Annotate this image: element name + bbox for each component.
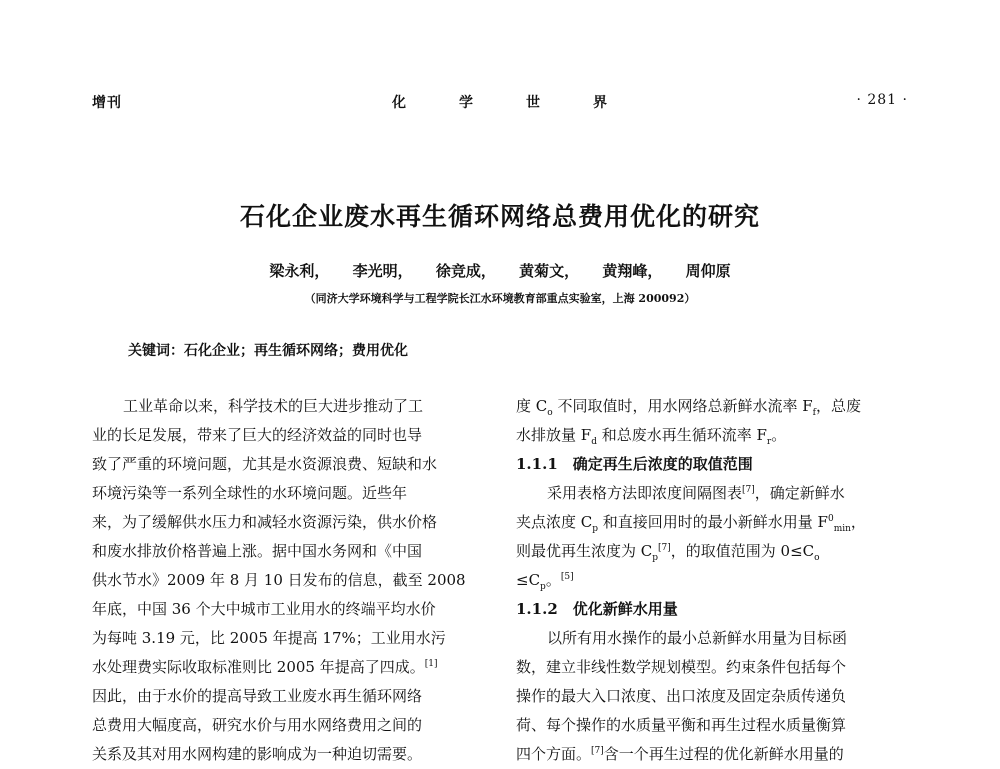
body-text: 度 C (516, 397, 548, 415)
body-text: ，的取值范围为 0≤C (670, 542, 815, 560)
body-text: 夹点浓度 C (516, 513, 593, 531)
author: 梁永利， (269, 262, 330, 280)
body-line: 供水节水》2009 年 8 月 10 日发布的信息，截至 2008 (92, 571, 466, 589)
body-line: 操作的最大入口浓度、出口浓度及固定杂质传递负 (516, 687, 847, 705)
citation: [7] (742, 485, 755, 495)
body-line: 业的长足发展，带来了巨大的经济效益的同时也导 (92, 426, 423, 444)
author: 李光明， (352, 262, 413, 280)
body-text: 则最优再生浓度为 C (516, 542, 653, 560)
body-line (516, 479, 911, 508)
body-line (516, 537, 911, 566)
body-text: ≤C (516, 571, 541, 589)
subscript: p (592, 524, 599, 534)
body-text: ，总废 (815, 397, 861, 415)
journal-name-char: 界 (593, 95, 608, 111)
subscript: r (766, 437, 772, 447)
section-heading: 1.1.2 优化新鲜水用量 (516, 600, 678, 618)
subscript: o (814, 553, 820, 563)
journal-name-char: 学 (459, 95, 474, 111)
body-text: 和直接回用时的最小新鲜水用量 F (598, 513, 828, 531)
page-number: · 281 · (856, 92, 908, 108)
subscript: p (540, 582, 546, 592)
body-line (516, 740, 911, 769)
body-line: 为每吨 3.19 元，比 2005 年提高 17%；工业用水污 (92, 629, 446, 647)
body-line: 以所有用水操作的最小总新鲜水用量为目标函 (547, 629, 848, 647)
body-text: 和总废水再生循环流率 F (596, 426, 767, 444)
body-line: 荷、每个操作的水质量平衡和再生过程水质量衡算 (516, 716, 847, 734)
body-line (516, 421, 911, 450)
journal-name-char: 化 (392, 95, 407, 111)
body-line: 总费用大幅度高，研究水价与用水网络费用之间的 (92, 716, 423, 734)
body-text: 水处理费实际收取标准则比 2005 年提高了四成。 (92, 658, 425, 676)
section-heading: 1.1.1 确定再生后浓度的取值范围 (516, 455, 753, 473)
body-text: ， (850, 513, 866, 531)
body-line: 来，为了缓解供水压力和减轻水资源污染，供水价格 (92, 513, 438, 531)
author: 徐竞成， (435, 262, 496, 280)
body-line: 和废水排放价格普遍上涨。据中国水务网和《中国 (92, 542, 423, 560)
body-text: 不同取值时，用水网络总新鲜水流率 F (552, 397, 813, 415)
subscript: min (833, 524, 851, 534)
author: 黄翔峰， (602, 262, 663, 280)
body-line: 因此，由于水价的提高导致工业废水再生循环网络 (92, 687, 423, 705)
author: 周仰原 (685, 262, 731, 280)
body-line (516, 508, 911, 537)
subscript: d (591, 437, 597, 447)
author: 黄菊文， (519, 262, 580, 280)
body-text: 采用表格方法即浓度间隔图表 (547, 484, 743, 502)
journal-name-char: 世 (526, 95, 541, 111)
citation: [5] (560, 572, 574, 582)
paper-title: 石化企业废水再生循环网络总费用优化的研究 (239, 202, 760, 231)
running-header-left: 增刊 (92, 95, 122, 111)
body-line (516, 392, 911, 421)
subscript: f (812, 408, 816, 418)
body-line: 数，建立非线性数学规划模型。约束条件包括每个 (516, 658, 847, 676)
citation: [7] (591, 746, 604, 756)
body-line: 工业革命以来，科学技术的巨大进步推动了工 (123, 397, 424, 415)
body-text: 。 (771, 426, 787, 444)
right-column (516, 392, 911, 769)
body-line: 年底，中国 36 个大中城市工业用水的终端平均水价 (92, 600, 436, 618)
left-column (92, 392, 490, 769)
body-line: 环境污染等一系列全球性的水环境问题。近些年 (92, 484, 408, 502)
body-text: 含一个再生过程的优化新鲜水用量的 (603, 745, 844, 763)
body-text: 水排放量 F (516, 426, 592, 444)
author-list (0, 260, 1000, 281)
body-text: 。 (545, 571, 561, 589)
citation: [7] (658, 543, 671, 553)
body-line: 致了严重的环境问题，尤其是水资源浪费、短缺和水 (92, 455, 438, 473)
subscript: p (652, 553, 659, 563)
body-line (516, 566, 911, 595)
journal-name (0, 92, 1000, 112)
body-text: ，确定新鲜水 (754, 484, 845, 502)
body-line: 关系及其对用水网构建的影响成为一种迫切需要。 (92, 745, 423, 763)
citation: [1] (424, 659, 438, 669)
affiliation: （同济大学环境科学与工程学院长江水环境教育部重点实验室，上海 200092） (304, 292, 696, 305)
subscript: o (547, 408, 553, 418)
body-text: 四个方面。 (516, 745, 592, 763)
body-line (92, 653, 490, 682)
superscript: 0 (827, 514, 834, 524)
keywords: 关键词：石化企业；再生循环网络；费用优化 (128, 343, 408, 359)
